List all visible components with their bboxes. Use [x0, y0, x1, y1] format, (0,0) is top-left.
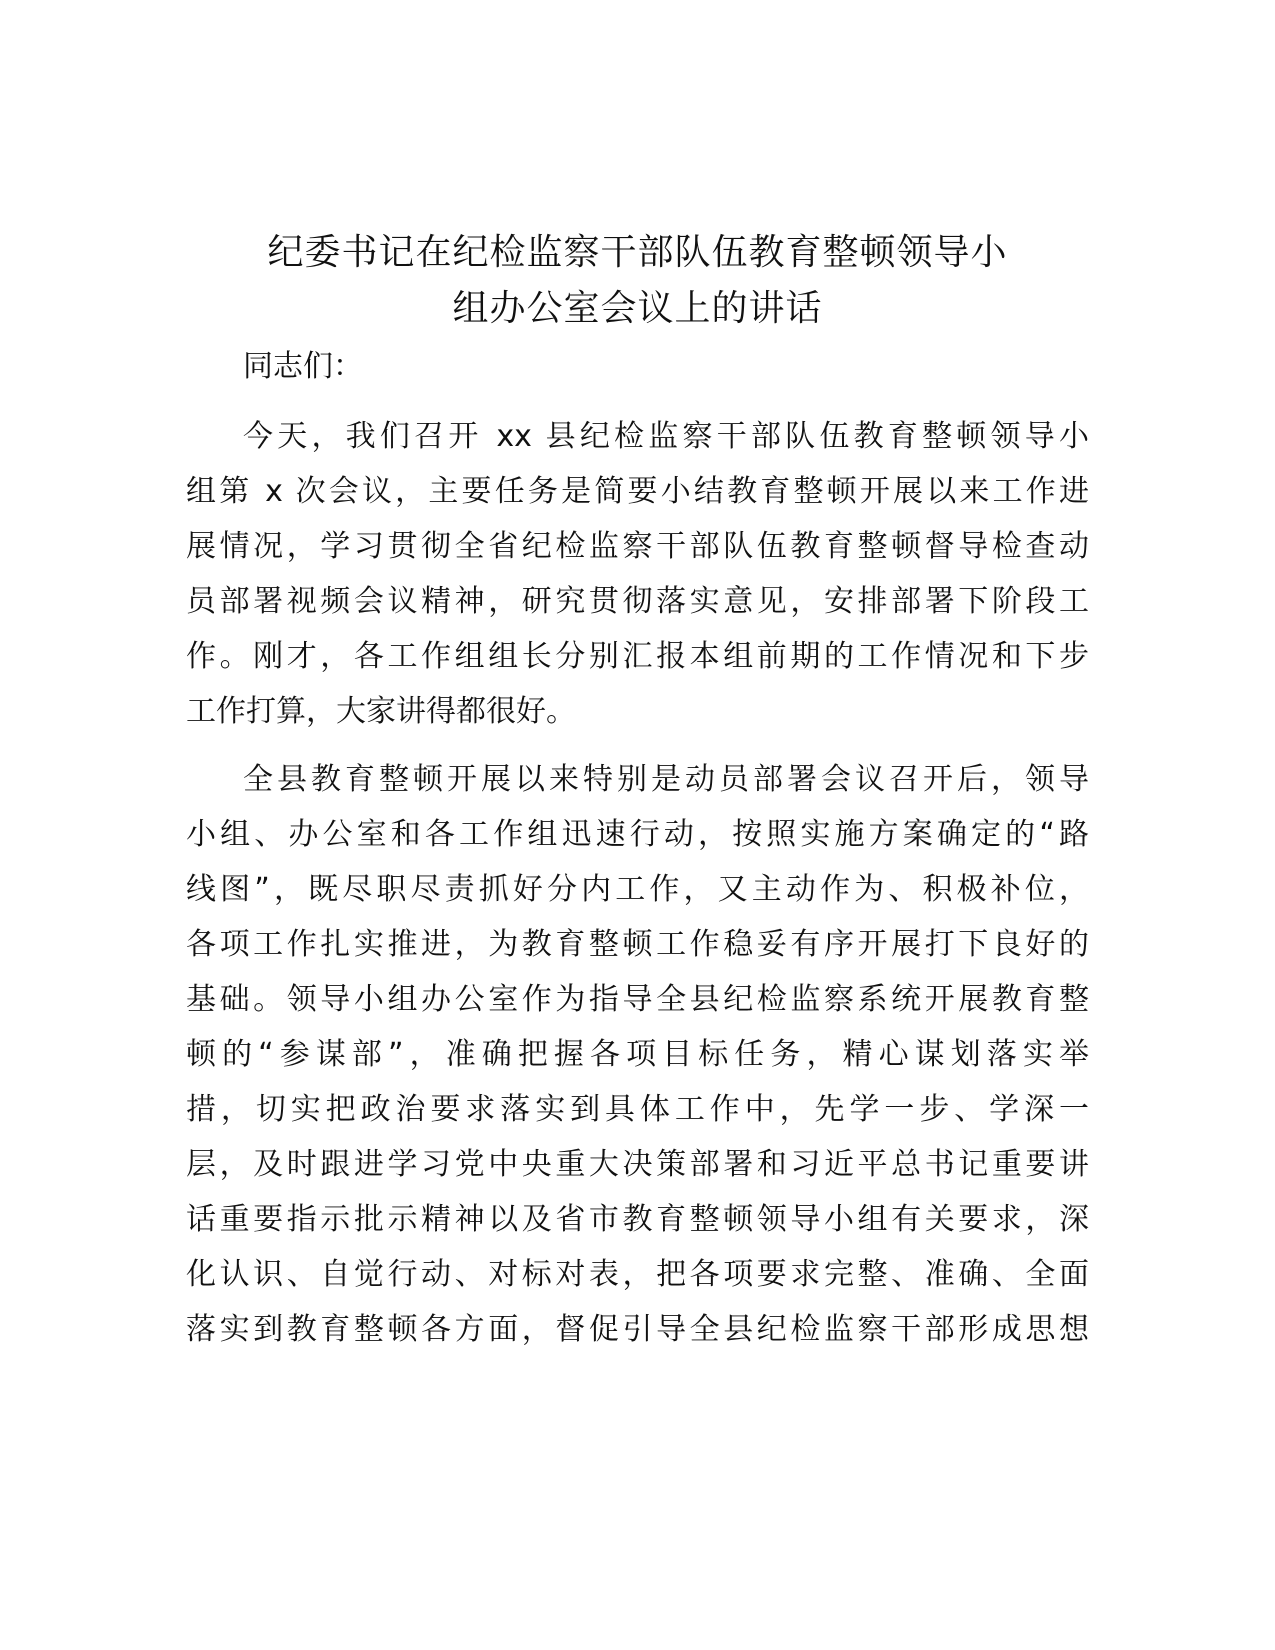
- paragraph-2-line-5: 基础。领导小组办公室作为指导全县纪检监察系统开展教育整: [186, 982, 1089, 1017]
- paragraph-1-line-5: 作。刚才，各工作组组长分别汇报本组前期的工作情况和下步: [186, 639, 1089, 674]
- title-line-2: 组办公室会议上的讲话: [452, 288, 823, 329]
- paragraph-2-line-11: 落实到教育整顿各方面，督促引导全县纪检监察干部形成思想: [186, 1312, 1089, 1347]
- document-title: [185, 225, 1090, 337]
- paragraph-1-line-6: 工作打算，大家讲得都很好。: [186, 694, 576, 729]
- paragraph-2-line-3: 线图”，既尽职尽责抓好分内工作，又主动作为、积极补位，: [186, 872, 1089, 907]
- paragraph-1-line-4: 员部署视频会议精神，研究贯彻落实意见，安排部署下阶段工: [186, 584, 1089, 619]
- paragraph-1-line-1: 今天，我们召开 xx 县纪检监察干部队伍教育整顿领导小: [243, 419, 1089, 454]
- paragraph-2-line-10: 化认识、自觉行动、对标对表，把各项要求完整、准确、全面: [186, 1257, 1089, 1292]
- title-line-1: 纪委书记在纪检监察干部队伍教育整顿领导小: [267, 232, 1008, 273]
- paragraph-2-line-2: 小组、办公室和各工作组迅速行动，按照实施方案确定的“路: [186, 817, 1089, 852]
- salutation: 同志们：: [243, 349, 363, 384]
- paragraph-1-line-2: 组第 x 次会议，主要任务是简要小结教育整顿开展以来工作进: [186, 474, 1089, 509]
- paragraph-2-line-7: 措，切实把政治要求落实到具体工作中，先学一步、学深一: [186, 1092, 1089, 1127]
- paragraph-1-line-3: 展情况，学习贯彻全省纪检监察干部队伍教育整顿督导检查动: [186, 529, 1089, 564]
- paragraph-2-line-4: 各项工作扎实推进，为教育整顿工作稳妥有序开展打下良好的: [186, 927, 1089, 962]
- paragraph-2-line-6: 顿的“参谋部”，准确把握各项目标任务，精心谋划落实举: [186, 1037, 1089, 1072]
- paragraph-2-line-9: 话重要指示批示精神以及省市教育整顿领导小组有关要求，深: [186, 1202, 1089, 1237]
- paragraph-2-line-8: 层，及时跟进学习党中央重大决策部署和习近平总书记重要讲: [186, 1147, 1089, 1182]
- paragraph-2-line-1: 全县教育整顿开展以来特别是动员部署会议召开后，领导: [243, 762, 1089, 797]
